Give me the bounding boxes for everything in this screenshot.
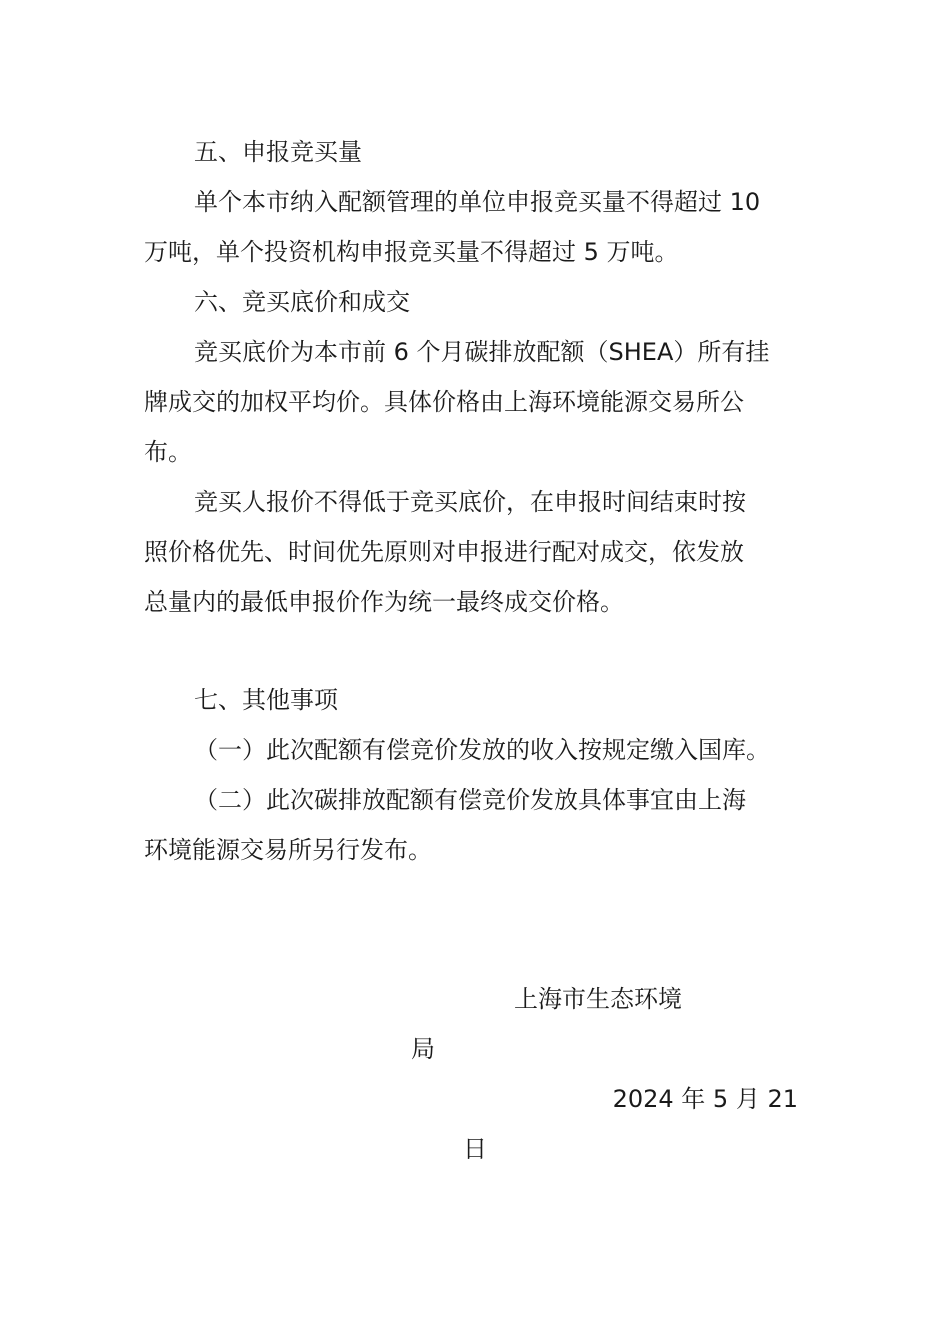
signature-org-line-2: 局 <box>411 1035 435 1063</box>
section-7-heading: 七、其他事项 <box>194 686 338 714</box>
section-6-paragraph-1-line-3: 布。 <box>144 438 192 466</box>
section-5-heading: 五、申报竞买量 <box>194 138 362 166</box>
signature-date-line-2: 日 <box>463 1135 487 1163</box>
signature-date-line-1: 2024 年 5 月 21 <box>612 1085 798 1113</box>
section-7-item-1: （一）此次配额有偿竞价发放的收入按规定缴入国库。 <box>194 736 770 764</box>
section-7-item-2-line-1: （二）此次碳排放配额有偿竞价发放具体事宜由上海 <box>194 786 746 814</box>
section-6-heading: 六、竞买底价和成交 <box>194 288 410 316</box>
section-5-paragraph-line-1: 单个本市纳入配额管理的单位申报竞买量不得超过 10 <box>194 188 761 216</box>
section-6-paragraph-1-line-1: 竞买底价为本市前 6 个月碳排放配额（SHEA）所有挂 <box>194 338 770 366</box>
section-6-paragraph-2-line-2: 照价格优先、时间优先原则对申报进行配对成交，依发放 <box>144 538 744 566</box>
signature-org-line-1: 上海市生态环境 <box>514 985 682 1013</box>
section-5-paragraph-line-2: 万吨，单个投资机构申报竞买量不得超过 5 万吨。 <box>144 238 679 266</box>
section-6-paragraph-2-line-3: 总量内的最低申报价作为统一最终成交价格。 <box>144 588 624 616</box>
section-6-paragraph-2-line-1: 竞买人报价不得低于竞买底价，在申报时间结束时按 <box>194 488 746 516</box>
section-7-item-2-line-2: 环境能源交易所另行发布。 <box>144 836 432 864</box>
section-6-paragraph-1-line-2: 牌成交的加权平均价。具体价格由上海环境能源交易所公 <box>144 388 744 416</box>
